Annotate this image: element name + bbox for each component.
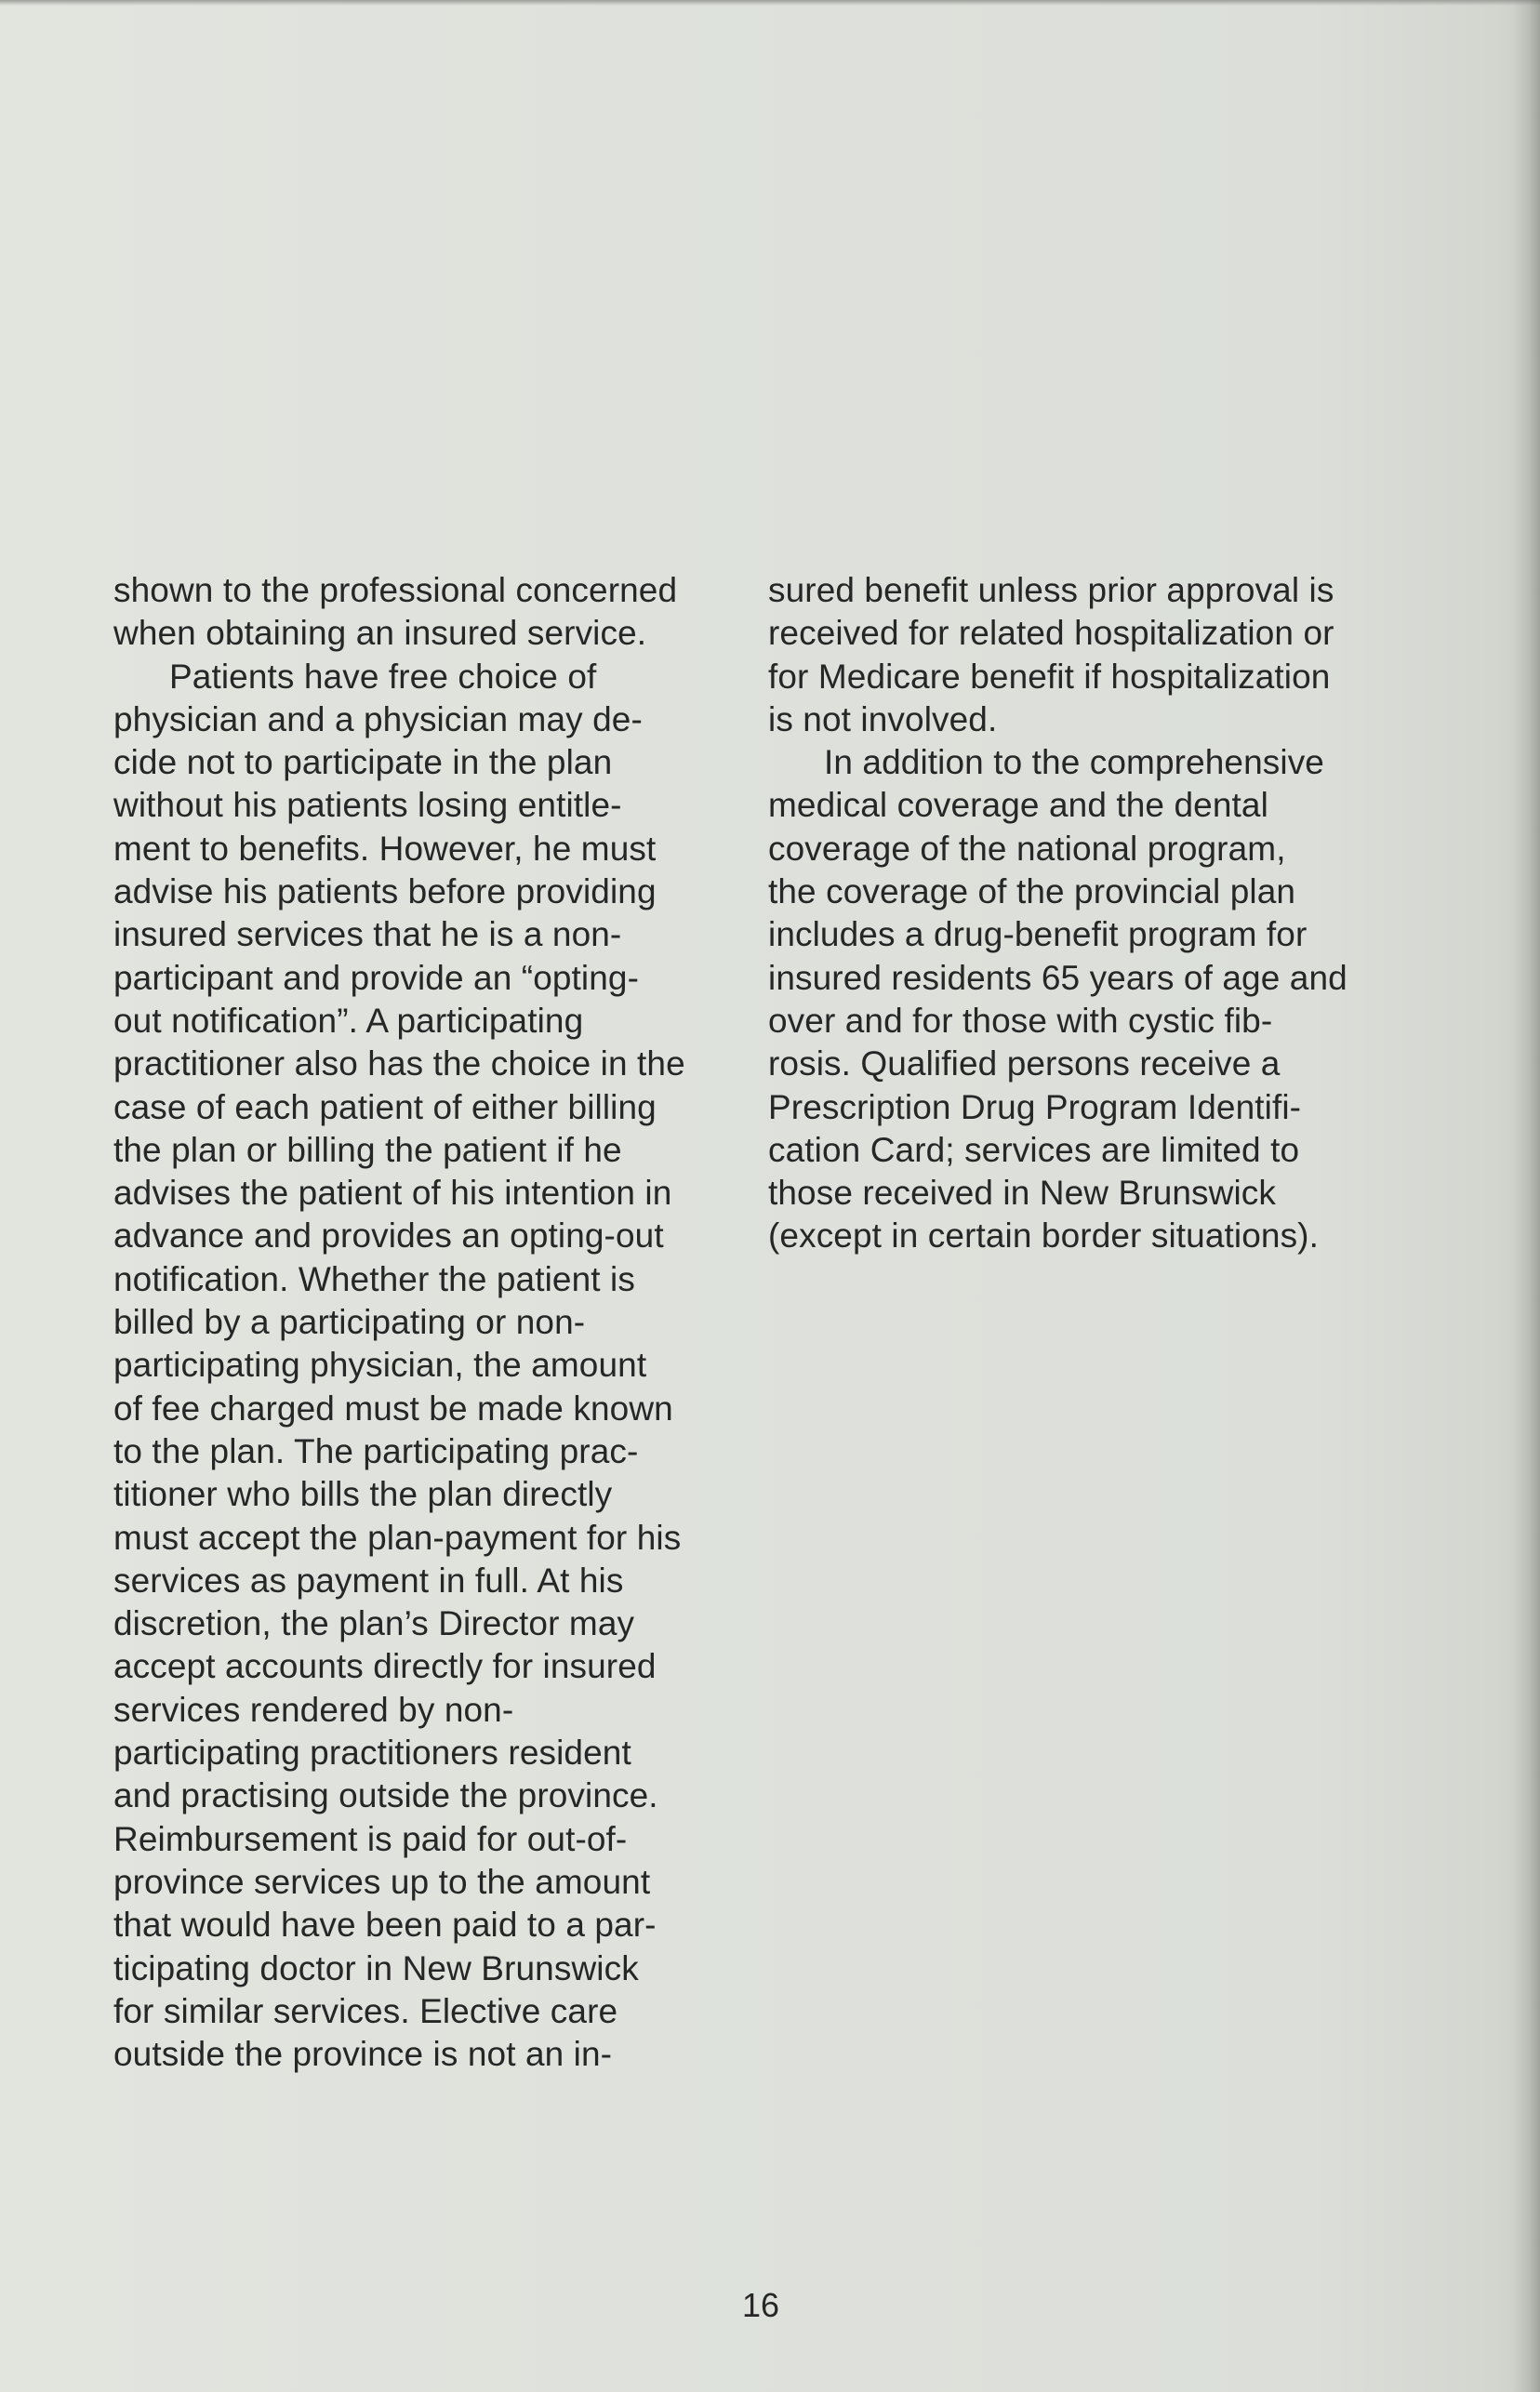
text-line: titioner who bills the plan directly [113, 1475, 613, 1514]
text-line: received for related hospitalization or [768, 614, 1334, 653]
text-line: case of each patient of either billing [113, 1087, 657, 1126]
text-line: includes a drug-benefit program for [768, 915, 1308, 954]
text-line: without his patients losing entitle- [113, 786, 622, 825]
text-line: coverage of the national program, [768, 829, 1286, 868]
text-line: and practising outside the province. [113, 1776, 658, 1815]
text-line: rosis. Qualified persons receive a [768, 1044, 1281, 1083]
text-line: discretion, the plan’s Director may [113, 1604, 635, 1643]
text-line: province services up to the amount [113, 1862, 651, 1901]
text-line: when obtaining an insured service. [113, 614, 647, 653]
text-line: out notification”. A participating [113, 1001, 584, 1040]
text-line: over and for those with cystic fib- [768, 1001, 1273, 1040]
text-line: insured residents 65 years of age and [768, 958, 1348, 997]
text-line: cide not to participate in the plan [113, 743, 613, 782]
text-line: Prescription Drug Program Identifi- [768, 1087, 1302, 1126]
text-line: Reimbursement is paid for out-of- [113, 1819, 628, 1858]
text-line: notification. Whether the patient is [113, 1259, 635, 1298]
page-number: 16 [741, 2286, 780, 2324]
text-line: medical coverage and the dental [768, 786, 1268, 825]
text-line: advises the patient of his intention in [113, 1174, 672, 1213]
text-line: to the plan. The participating prac- [113, 1431, 639, 1470]
text-line: outside the province is not an in- [113, 2035, 613, 2074]
text-line: participating practitioners resident [113, 1734, 631, 1773]
text-line: practitioner also has the choice in the [113, 1044, 685, 1083]
text-line: must accept the plan-payment for his [113, 1518, 682, 1557]
text-line: ticipating doctor in New Brunswick [113, 1948, 639, 1987]
text-line: shown to the professional concerned [113, 571, 678, 609]
page-edge-shadow [1512, 0, 1540, 2392]
text-line: advise his patients before providing [113, 872, 657, 911]
text-line: ment to benefits. However, he must [113, 829, 657, 868]
text-line: In addition to the comprehensive [824, 743, 1324, 782]
text-line: for Medicare benefit if hospitalization [768, 657, 1331, 696]
text-line: the coverage of the provincial plan [768, 872, 1296, 911]
text-line: insured services that he is a non- [113, 915, 622, 954]
right-text-column [768, 569, 1410, 1258]
left-text-column [113, 569, 746, 2076]
text-line: for similar services. Elective care [113, 1991, 618, 2030]
text-line: cation Card; services are limited to [768, 1130, 1300, 1169]
text-line: services rendered by non- [113, 1690, 514, 1729]
text-line: physician and a physician may de- [113, 699, 643, 738]
text-line: participating physician, the amount [113, 1346, 647, 1385]
text-line: is not involved. [768, 699, 998, 738]
text-line: that would have been paid to a par- [113, 1906, 657, 1945]
text-line: services as payment in full. At his [113, 1561, 624, 1600]
text-line: (except in certain border situations). [768, 1216, 1319, 1256]
text-line: participant and provide an “opting- [113, 958, 640, 997]
text-line: accept accounts directly for insured [113, 1647, 657, 1686]
text-line: billed by a participating or non- [113, 1303, 586, 1342]
text-line: those received in New Brunswick [768, 1174, 1276, 1213]
text-line: sured benefit unless prior approval is [768, 571, 1334, 609]
text-line: of fee charged must be made known [113, 1389, 673, 1428]
text-line: the plan or billing the patient if he [113, 1130, 622, 1169]
text-line: advance and provides an opting-out [113, 1216, 664, 1256]
text-line: Patients have free choice of [169, 657, 597, 696]
